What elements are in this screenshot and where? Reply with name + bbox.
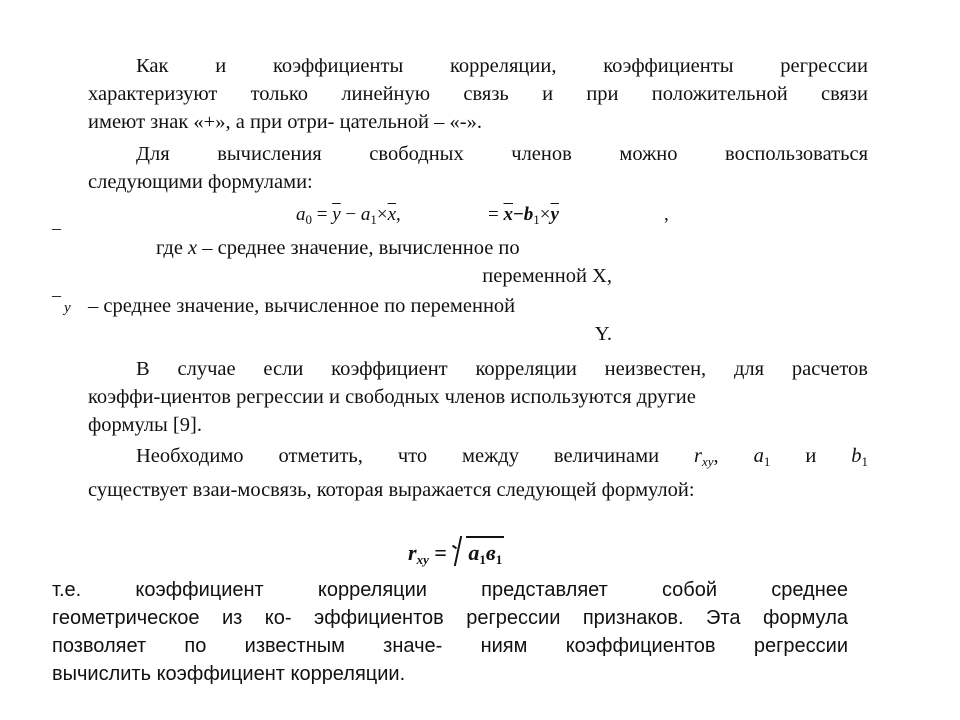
- text-segment: и: [805, 445, 817, 467]
- definition-y: [88, 292, 612, 348]
- math-sub: xy: [702, 454, 714, 469]
- math-op: −: [345, 204, 357, 225]
- math-var: x: [188, 237, 198, 259]
- text-line: [100, 234, 612, 262]
- formula-a0: [296, 204, 401, 228]
- text-line: имеют знак «+», а при отри- цательной – «-».: [88, 111, 482, 133]
- math-sub: 1: [479, 552, 486, 567]
- math-var: $\overline{x}$: [503, 204, 513, 225]
- text-line: следующими формулами:: [88, 171, 313, 193]
- definition-x: [100, 234, 612, 290]
- math-var: r: [408, 540, 417, 565]
- text-line: В случае если коэффициент корреляции неизвестен, для расчетов: [136, 358, 868, 380]
- text-line: – среднее значение, вычисленное по переменной: [88, 295, 516, 317]
- math-sub: 1: [370, 212, 377, 227]
- math-var: $\overline{y}$: [332, 204, 341, 225]
- formula-rxy: [408, 536, 504, 568]
- formula-b0-comma: ,: [664, 204, 669, 225]
- paragraph-relationship: [88, 442, 868, 504]
- text-line: переменной X,: [482, 265, 612, 287]
- text-where: где: [156, 237, 183, 259]
- math-sub: 1: [495, 552, 503, 567]
- math-var: r: [694, 445, 702, 467]
- math-op: =: [434, 540, 447, 565]
- math-var: $\overline{x}$: [387, 204, 397, 225]
- text-line: коэффи-циентов регрессии и свободных членов используются другие: [88, 386, 696, 408]
- math-sub: 1: [861, 454, 869, 469]
- math-var: b: [851, 445, 862, 467]
- sqrt-sign: [452, 536, 504, 568]
- math-var: b: [523, 204, 534, 225]
- math-sub: 1: [533, 212, 540, 227]
- paragraph-correlation-sign: [88, 52, 868, 136]
- math-op: −: [512, 204, 524, 225]
- math-var: a: [296, 204, 306, 225]
- math-var: a: [468, 540, 480, 565]
- paragraph-geometric-mean: [52, 576, 848, 688]
- text-line: формулы [9].: [88, 414, 202, 436]
- text-line: существует взаи-мосвязь, которая выражается следующей формулой:: [88, 479, 695, 501]
- formula-b0: [488, 204, 559, 228]
- math-punct: ,: [396, 204, 401, 225]
- math-op: =: [488, 204, 499, 225]
- math-op: ×: [376, 204, 388, 225]
- math-sub: 1: [763, 454, 771, 469]
- text-line: [88, 442, 868, 476]
- text-line: Y.: [594, 323, 612, 345]
- math-var: в: [485, 540, 496, 565]
- math-op: ×: [539, 204, 551, 225]
- math-var: a: [753, 445, 764, 467]
- text-line: вычислить коэффициент корреляции.: [52, 663, 406, 685]
- text-line: т.е. коэффициент корреляции представляет собой среднее: [52, 579, 848, 601]
- math-var: $\overline{y}$: [550, 204, 559, 225]
- text-line: геометрическое из ко- эффициентов регрессии признаков. Эта формула: [52, 607, 848, 629]
- text-segment: Необходимо отметить, что между величинами: [136, 445, 660, 467]
- text-line: Для вычисления свободных членов можно воспользоваться: [136, 143, 868, 165]
- text-line: позволяет по известным значе- ниям коэффициентов регрессии: [52, 635, 848, 657]
- math-var: a: [360, 204, 371, 225]
- paragraph-free-terms: [88, 140, 868, 196]
- math-op: =: [316, 204, 328, 225]
- dash-mark: –: [52, 218, 61, 238]
- text-line: характеризуют только линейную связь и при положительной связи: [88, 83, 868, 105]
- math-punct: ,: [713, 445, 719, 467]
- text-line: Как и коэффициенты корреляции, коэффициенты регрессии: [136, 55, 868, 77]
- math-sub: 0: [305, 212, 312, 227]
- paragraph-unknown-correlation: [88, 355, 868, 439]
- text-def: – среднее значение, вычисленное по: [202, 237, 520, 259]
- math-sub: xy: [416, 552, 429, 567]
- dash-mark: –: [52, 285, 61, 305]
- math-var-y: y: [64, 300, 71, 316]
